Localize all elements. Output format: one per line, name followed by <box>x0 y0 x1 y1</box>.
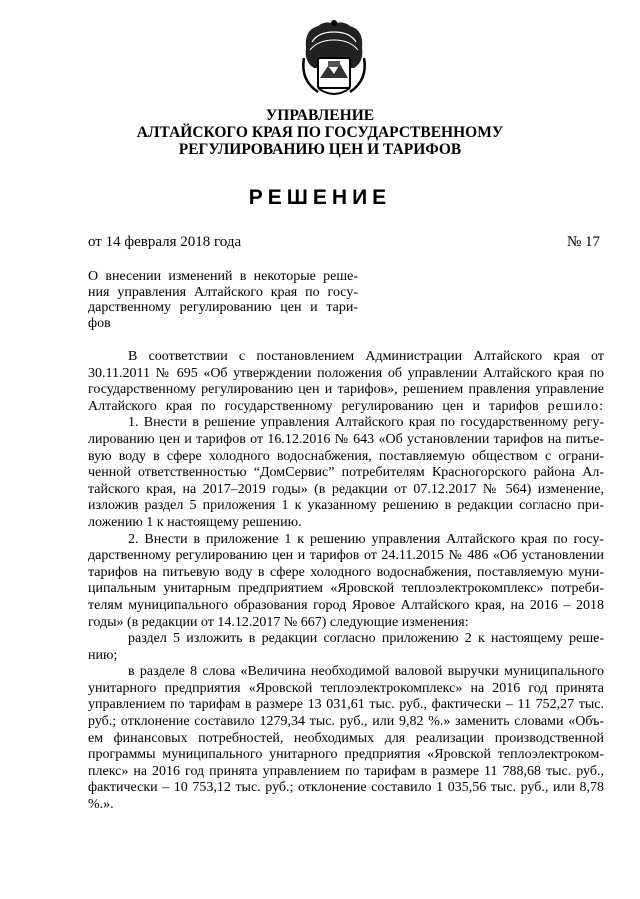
body-line: годы» (в редакции от 14.12.2017 № 667) следующие изменения: <box>88 614 469 630</box>
body-line: изложив раздел 5 приложения 1 к указанному решению в редакции согласно при- <box>88 498 604 514</box>
body-line: В соответствии с постановлением Администрации Алтайского края от <box>128 349 604 364</box>
resolved-word: решило: <box>547 398 604 414</box>
document-title: РЕШЕНИЕ <box>248 186 392 209</box>
body-line <box>88 399 604 416</box>
body-text: Алтайского края по государственному регулированию цен и тарифов <box>88 398 539 414</box>
body-line: тайского края, на 2017–2019 годы» (в редакции от 07.12.2017 № 564) изменение, <box>88 481 604 497</box>
body-line: лированию цен и тарифов от 16.12.2016 № 643 «Об установлении тарифов на питье- <box>88 431 604 447</box>
body-line: нию; <box>88 647 118 663</box>
body-line: %.». <box>88 797 114 813</box>
body-line: руб.; отклонение составило 1279,34 тыс. руб., или 9,82 %.» заменить словами «Объ- <box>88 714 604 730</box>
paragraph-section-8 <box>88 664 604 813</box>
subject-line: фов <box>88 315 111 331</box>
document-number: № 17 <box>566 234 600 250</box>
body-line: ложению 1 к настоящему решению. <box>88 514 302 530</box>
coat-of-arms-emblem <box>298 18 370 100</box>
subject-line: дарственному регулированию цен и тари- <box>88 300 358 315</box>
document-date: от 14 февраля 2018 года <box>88 234 242 250</box>
subject-line: ния управления Алтайского края по госу- <box>88 284 358 300</box>
body-line: ем финансовых потребностей, необходимых для реализации производственной <box>88 730 604 746</box>
body-line: ципальным унитарным предприятием «Яровской теплоэлектрокомплекс» потреби- <box>88 581 604 597</box>
body-line: раздел 5 изложить в редакции согласно приложению 2 к настоящему реше- <box>128 631 604 647</box>
body-line: унитарного предприятия «Яровской теплоэлектрокомплекс» на 2016 год принята <box>88 680 604 696</box>
body-line: управлением по тарифам в размере 13 031,61 тыс. руб., фактически – 11 752,27 тыс. <box>88 697 604 713</box>
body-line: программы муниципального унитарного предприятия «Яровской теплоэлектроком- <box>88 747 604 763</box>
authority-header <box>0 107 640 158</box>
body-line: телям муниципального образования город Яровое Алтайского края, на 2016 – 2018 <box>88 597 604 613</box>
body-line: фактически – 10 753,12 тыс. руб.; отклонение составило 1 035,56 тыс. руб., или 8,78 <box>88 780 604 796</box>
subject-line: О внесении изменений в некоторые реше- <box>88 269 358 284</box>
paragraph-item-2 <box>88 532 604 632</box>
paragraph-section-5 <box>88 631 604 664</box>
body-line: 1. Внести в решение управления Алтайского края по государственному регу- <box>128 415 604 431</box>
document-subject <box>88 269 358 331</box>
header-line: АЛТАЙСКОГО КРАЯ ПО ГОСУДАРСТВЕННОМУ <box>136 124 504 141</box>
body-line: в разделе 8 слова «Величина необходимой валовой выручки муниципального <box>128 664 604 680</box>
body-line: 30.11.2011 № 695 «Об утверждении положения об управлении Алтайского края по <box>88 365 604 381</box>
body-line: дарственному регулированию цен и тарифов от 24.11.2015 № 486 «Об установлении <box>88 548 604 564</box>
body-line: ченной ответственностью “ДомСервис” потребителям Красногорского района Ал- <box>88 465 604 481</box>
header-line: УПРАВЛЕНИЕ <box>265 107 375 124</box>
document-body <box>88 349 604 814</box>
body-line: вую воду в сфере холодного водоснабжения, поставляемую обществом с ограни- <box>88 448 604 464</box>
body-line: государственному регулированию цен и тарифов», решением правления управление <box>88 382 604 398</box>
body-line: плекс» на 2016 год принята управлением по тарифам в размере 11 788,68 тыс. руб., <box>88 763 604 779</box>
header-line: РЕГУЛИРОВАНИЮ ЦЕН И ТАРИФОВ <box>178 141 462 158</box>
body-line: 2. Внести в приложение 1 к решению управления Алтайского края по госу- <box>128 531 604 547</box>
body-line: тарифов на питьевую воду в сфере холодного водоснабжения, поставляемую муни- <box>88 564 604 580</box>
paragraph-item-1 <box>88 415 604 531</box>
paragraph-preamble <box>88 349 604 415</box>
